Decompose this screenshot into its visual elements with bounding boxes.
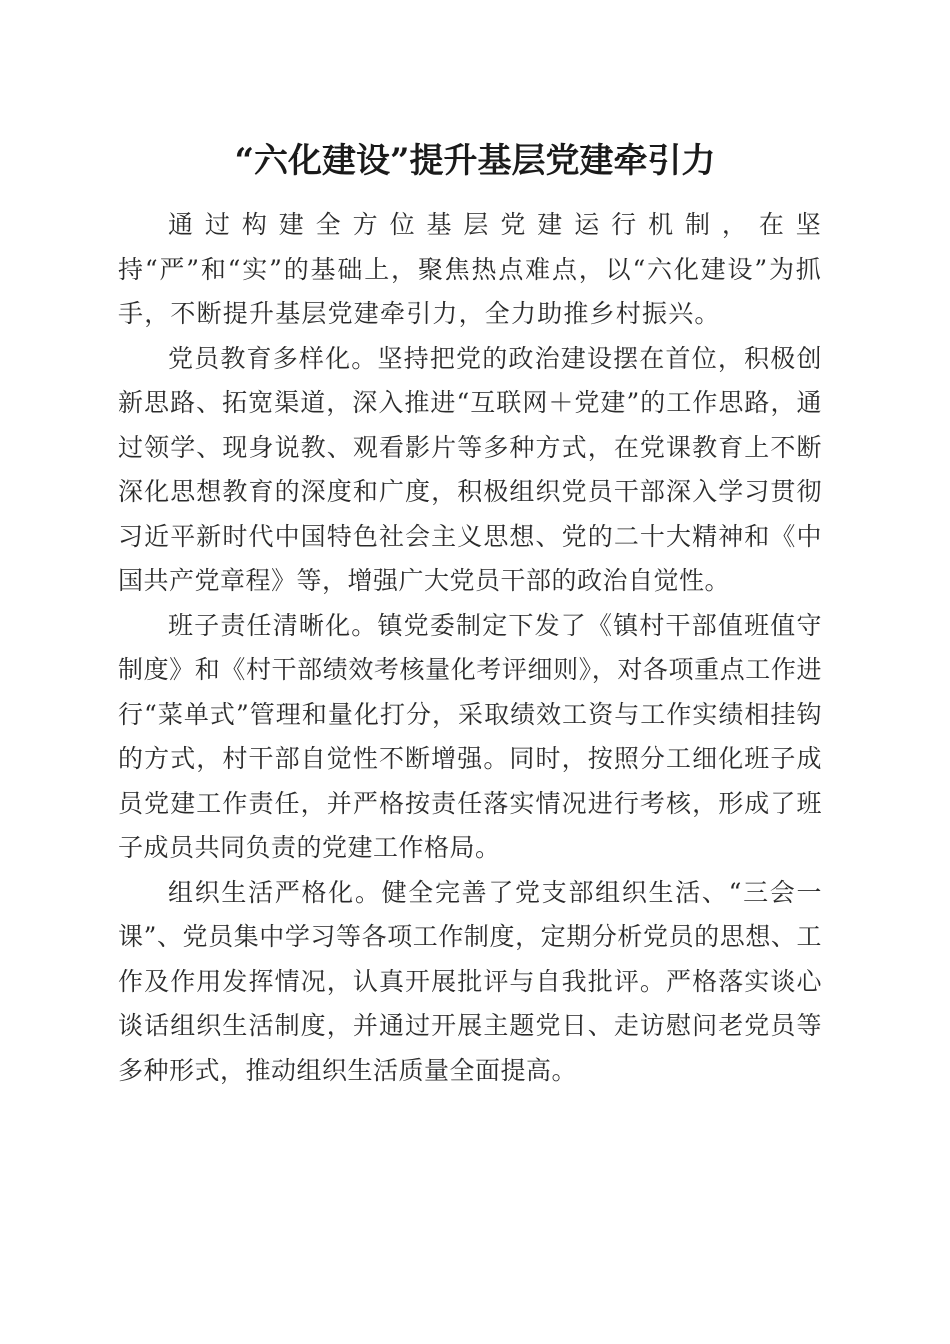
- paragraph-party-education: 党员教育多样化。坚持把党的政治建设摆在首位，积极创新思路、拓宽渠道，深入推进“互联网＋党建”的工作思路，通过领学、现身说教、观看影片等多种方式，在党课教育上不断深化思想教育的深度和广度，积极组织党员干部深入学习贯彻习近平新时代中国特色社会主义思想、党的二十大精神和《中国共产党章程》等，增强广大党员干部的政治自觉性。: [118, 343, 822, 595]
- paragraph-organization-life: 组织生活严格化。健全完善了党支部组织生活、“三会一课”、党员集中学习等各项工作制度，定期分析党员的思想、工作及作用发挥情况，认真开展批评与自我批评。严格落实谈心谈话组织生活制度，并通过开展主题党日、走访慰问老党员等多种形式，推动组织生活质量全面提高。: [118, 877, 822, 1085]
- document-body: [118, 203, 822, 1093]
- document-title: “六化建设”提升基层党建牵引力: [234, 141, 716, 181]
- paragraph-team-responsibility: 班子责任清晰化。镇党委制定下发了《镇村干部值班值守制度》和《村干部绩效考核量化考评细则》，对各项重点工作进行“菜单式”管理和量化打分，采取绩效工资与工作实绩相挂钩的方式，村干部自觉性不断增强。同时，按照分工细化班子成员党建工作责任，并严格按责任落实情况进行考核，形成了班子成员共同负责的党建工作格局。: [118, 610, 822, 862]
- intro-paragraph: 通过构建全方位基层党建运行机制，在坚持“严”和“实”的基础上，聚焦热点难点，以“六化建设”为抓手，不断提升基层党建牵引力，全力助推乡村振兴。: [118, 210, 822, 328]
